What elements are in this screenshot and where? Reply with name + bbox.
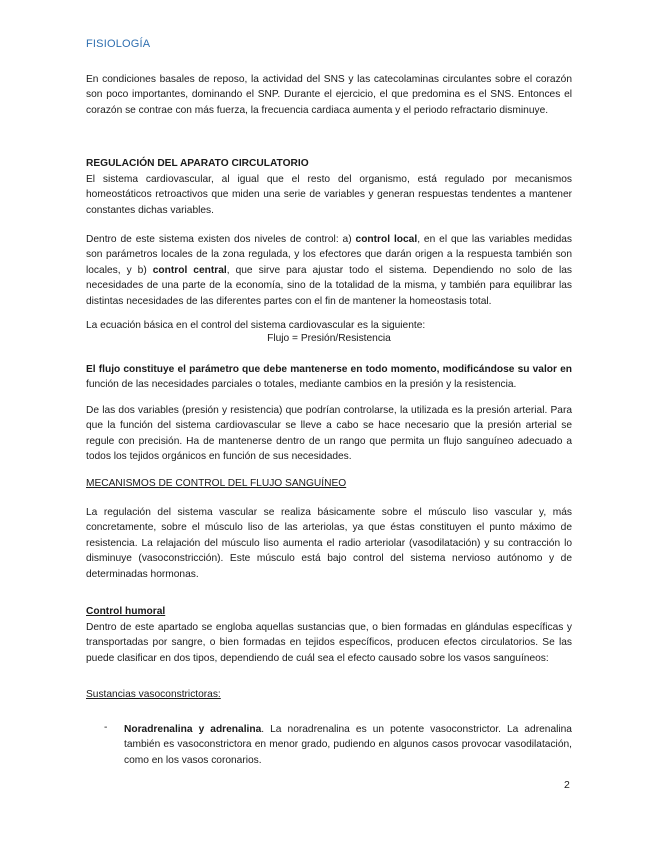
section-heading-mecanismos: MECANISMOS DE CONTROL DEL FLUJO SANGUÍNEO xyxy=(86,478,347,489)
intro-paragraph: En condiciones basales de reposo, la actividad del SNS y las catecolaminas circulantes sobre el corazón son poco importantes, dominando el SNP. Durante el ejercicio, el que predomina es el SNS. Entonces el corazón se contrae con más fuerza, la frecuencia cardiaca aumenta y el periodo refractario disminuye. xyxy=(86,74,572,116)
bold-statement: El flujo constituye el parámetro que debe mantenerse en todo momento, modificándose su valor en xyxy=(86,364,572,375)
page-number: 2 xyxy=(564,779,570,791)
text-run: función de las necesidades parciales o totales, mediante cambios en la presión y la resistencia. xyxy=(86,379,517,391)
text-run: , que sirve para ajustar todo el sistema. Dependiendo no solo de las necesidades de una parte de la economía, sino de la totalidad de la misma, y también para equilibrar las distintas necesidades de las diferentes partes con el fin de mantener la homeostasis total. xyxy=(86,264,572,307)
bullet-marker: - xyxy=(104,722,108,733)
running-header: FISIOLOGÍA xyxy=(86,38,151,50)
section-heading-regulacion: REGULACIÓN DEL APARATO CIRCULATORIO xyxy=(86,158,309,169)
subheading-vasoconstrictoras: Sustancias vasoconstrictoras: xyxy=(86,689,221,700)
bold-term-control-local: control local xyxy=(355,234,418,245)
flujo-paragraph xyxy=(86,362,572,393)
presion-paragraph: De las dos variables (presión y resistencia) que podrían controlarse, la utilizada es la presión arterial. Para que la función del sistema cardiovascular se lleve a cabo se hace necesario que la presión arterial se regule con precisión. Ha de mantenerse dentro de un rango que permita un flujo sanguíneo adecuado a todos los tejidos orgánicos en función de sus necesidades. xyxy=(86,405,572,463)
bullet-item-noradrenalina xyxy=(124,722,572,768)
control-humoral-paragraph: Dentro de este apartado se engloba aquellas sustancias que, o bien formadas en glándulas específicas y transportadas por sangre, o bien formadas en tejidos específicos, producen efectos circulatorios. Se las puede clasificar en dos tipos, dependiendo de cuál sea el efecto causado sobre los vasos sanguíneos: xyxy=(86,622,572,664)
bold-term-noradrenalina: Noradrenalina y adrenalina xyxy=(124,724,262,735)
equation: Flujo = Presión/Resistencia xyxy=(267,333,391,344)
text-run: Dentro de este sistema existen dos niveles de control: a) xyxy=(86,234,356,245)
section-heading-control-humoral: Control humoral xyxy=(86,606,166,617)
mecanismos-paragraph: La regulación del sistema vascular se realiza básicamente sobre el músculo liso vascular y, más concretamente, sobre el músculo liso de las arteriolas, ya que éstas constituyen el punto máximo de resistencia. La relajación del músculo liso aumenta el radio arteriolar (vasodilatación) y su contracción lo disminuye (vasoconstricción). Este músculo está bajo control del sistema nervioso autónomo y de determinadas hormonas. xyxy=(86,507,572,580)
text-run: . La noradrenalina es un potente vasoconstrictor. La adrenalina también es vasoconstrictora en menor grado, pudiendo en algunos casos provocar vasodilatación, como en los vasos coronarios. xyxy=(124,724,572,766)
text-run: , en el que las variables medidas son parámetros locales de la zona regulada, y los efectores que darán origen a la respuesta también son locales, y b) xyxy=(86,234,572,276)
regulacion-paragraph-1: El sistema cardiovascular, al igual que el resto del organismo, está regulado por mecanismos homeostáticos retroactivos que miden una serie de variables y generan respuestas tendentes a mantener constantes dichas variables. xyxy=(86,174,572,216)
regulacion-paragraph-2 xyxy=(86,232,572,309)
bold-term-control-central: control central xyxy=(152,264,227,276)
equation-intro: La ecuación básica en el control del sistema cardiovascular es la siguiente: xyxy=(86,320,426,331)
